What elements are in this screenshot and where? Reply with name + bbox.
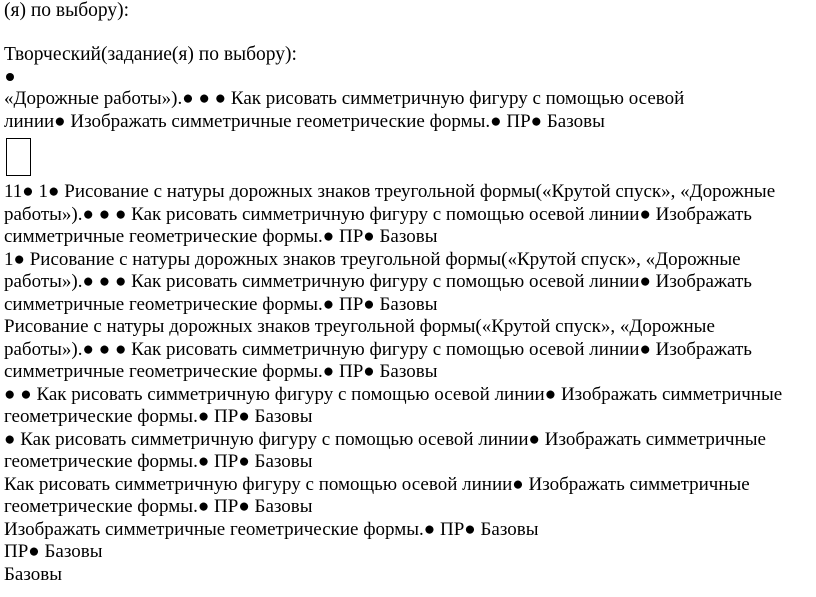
text-line-basic: Базовы [4, 563, 62, 585]
text-line-shapes-11: симметричные геометрические формы.● ПР● Базовы [4, 226, 438, 247]
text-line-forms-a: геометрические формы.● ПР● Базовы [4, 406, 313, 427]
text-line-forms-b: геометрические формы.● ПР● Базовы [4, 451, 313, 472]
text-line-shapes-1: симметричные геометрические формы.● ПР● Базовы [4, 293, 438, 315]
empty-checkbox-frame [6, 138, 31, 176]
text-line-drawing-1: 1● Рисование с натуры дорожных знаков треугольной формы(«Крутой спуск», «Дорожные [4, 248, 741, 270]
blank-line [4, 22, 812, 44]
text-line-one-dot: ● Как рисовать симметричную фигуру с помощью осевой линии● Изображать симметричные [4, 428, 766, 450]
text-line-drawing-11: 11● 1● Рисование с натуры дорожных знаков треугольной формы(«Крутой спуск», «Дорожные [4, 181, 776, 202]
document-page [4, 0, 812, 586]
text-line-how-to-draw: Как рисовать симметричную фигуру с помощью осевой линии● Изображать симметричные [4, 473, 750, 495]
bullet-dot-line [4, 66, 812, 88]
text-line-road-works: «Дорожные работы»).● ● ● Как рисовать симметричную фигуру с помощью осевой [4, 88, 685, 109]
text-line-drawing: Рисование с натуры дорожных знаков треугольной формы(«Крутой спуск», «Дорожные [4, 316, 715, 337]
text-line-axis-line: линии● Изображать симметричные геометрические формы.● ПР● Базовы [4, 110, 605, 132]
text-line-works-11: работы»).● ● ● Как рисовать симметричную фигуру с помощью осевой линии● Изображать [4, 203, 752, 225]
text-line-works-1: работы»).● ● ● Как рисовать симметричную фигуру с помощью осевой линии● Изображать [4, 271, 752, 292]
text-line-two-dots: ● ● Как рисовать симметричную фигуру с помощью осевой линии● Изображать симметричные [4, 383, 783, 405]
text-line-works: работы»).● ● ● Как рисовать симметричную фигуру с помощью осевой линии● Изображать [4, 338, 752, 360]
text-line-shapes: симметричные геометрические формы.● ПР● Базовы [4, 361, 438, 382]
text-line-forms-c: геометрические формы.● ПР● Базовы [4, 496, 313, 517]
text-line-1: (я) по выбору): [4, 0, 130, 21]
text-line-creative-heading: Творческий(задание(я) по выбору): [4, 44, 297, 65]
bullet-dot-icon [6, 73, 14, 81]
text-line-depict: Изображать симметричные геометрические формы.● ПР● Базовы [4, 518, 539, 540]
text-line-pr: ПР● Базовы [4, 541, 103, 562]
empty-box-area [4, 133, 812, 181]
